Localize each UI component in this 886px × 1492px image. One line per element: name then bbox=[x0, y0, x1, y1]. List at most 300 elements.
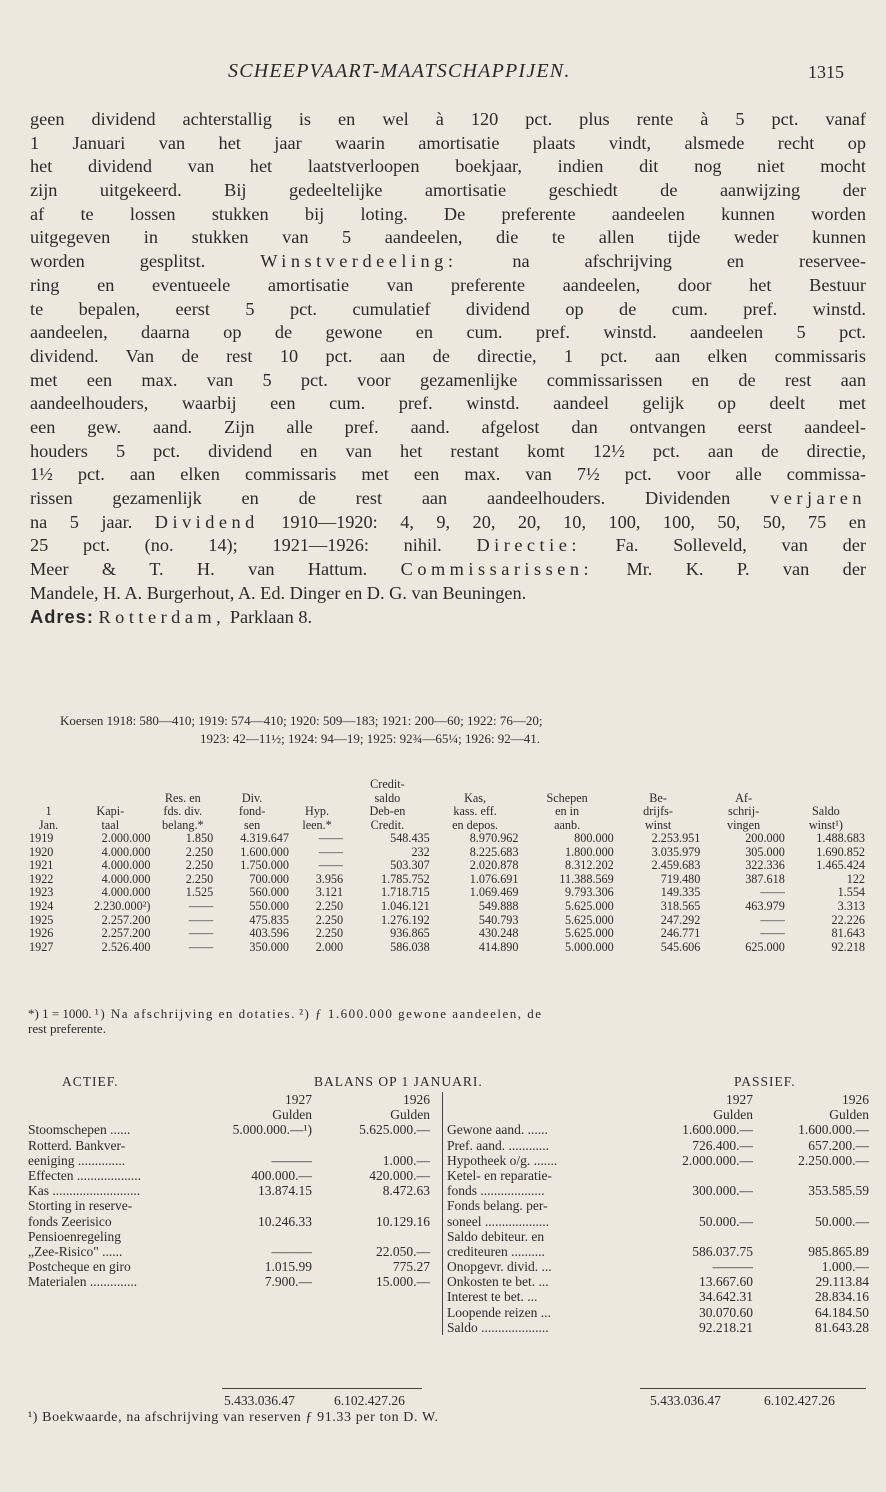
footnote-unit: *) 1 = 1000. bbox=[28, 1006, 92, 1021]
balance-item-value: 400.000.— bbox=[251, 1167, 312, 1183]
actief-column bbox=[28, 1092, 440, 1289]
table-cell: 5.625.000 bbox=[565, 926, 614, 941]
column-header bbox=[431, 778, 520, 792]
balance-row bbox=[28, 1244, 440, 1259]
table-cell: 318.565 bbox=[660, 898, 701, 913]
table-cell: 2.459.683 bbox=[651, 858, 701, 873]
table-cell: 800.000 bbox=[574, 831, 614, 845]
text-line: Mandele, H. A. Burgerhout, A. Ed. Dinger en D. G. van Beuningen. bbox=[30, 582, 527, 603]
table-cell: 5.625.000 bbox=[565, 898, 614, 913]
column-header bbox=[69, 792, 151, 806]
table-cell: —— bbox=[318, 858, 344, 873]
balance-item-value: 5.000.000.—¹) bbox=[232, 1122, 312, 1138]
column-header: Credit- bbox=[370, 777, 405, 791]
balance-item-value: 64.184.50 bbox=[815, 1304, 869, 1320]
table-cell: 2.253.951 bbox=[651, 831, 701, 845]
text-line: houders 5 pct. dividend en van het restant komt 12½ pct. aan de directie, bbox=[30, 440, 866, 461]
table-cell: —— bbox=[318, 831, 344, 845]
column-header bbox=[290, 778, 344, 792]
table-cell: —— bbox=[188, 912, 214, 927]
column-header bbox=[519, 778, 614, 792]
table-cell: 2.250 bbox=[315, 926, 344, 941]
balance-item-label: eeniging .............. bbox=[28, 1152, 126, 1168]
year-1926: 1926 bbox=[403, 1092, 430, 1107]
table-cell: 414.890 bbox=[478, 939, 519, 954]
balance-item-label: Pref. aand. ............ bbox=[447, 1137, 549, 1153]
table-cell: 1.488.683 bbox=[816, 831, 865, 845]
footnote-1: ¹) Na afschrijving en dotaties. bbox=[94, 1006, 296, 1021]
balance-item-label: soneel ................... bbox=[447, 1213, 549, 1229]
table-cell: 549.888 bbox=[478, 898, 519, 913]
balance-item-label: Onopgevr. divid. ... bbox=[447, 1259, 552, 1275]
table-cell: 1.850 bbox=[185, 831, 214, 845]
unit-header bbox=[447, 1107, 871, 1122]
balance-item-label: Stoomschepen ...... bbox=[28, 1122, 131, 1138]
unit-label: Gulden bbox=[272, 1107, 312, 1123]
balance-row bbox=[447, 1229, 871, 1244]
table-cell: 2.020.878 bbox=[469, 858, 519, 873]
text-segment: 25 pct. (no. 14); 1921—1926: nihil. bbox=[30, 535, 442, 556]
passief-rows bbox=[447, 1122, 871, 1335]
table-cell: 8.312.202 bbox=[565, 858, 614, 873]
balance-item-value: 34.642.31 bbox=[699, 1289, 753, 1305]
balance-row bbox=[447, 1122, 871, 1137]
balance-item-value: 29.113.84 bbox=[815, 1274, 869, 1290]
column-header: vingen bbox=[726, 817, 761, 832]
balance-item-value: 1.015.99 bbox=[264, 1259, 312, 1275]
balance-item-label: Kas .......................... bbox=[28, 1183, 141, 1199]
balance-item-value: ——— bbox=[712, 1259, 753, 1275]
column-header bbox=[701, 778, 785, 792]
running-head bbox=[0, 60, 886, 90]
balance-row bbox=[447, 1259, 871, 1274]
unit-label: Gulden bbox=[829, 1107, 869, 1123]
table-cell: 625.000 bbox=[745, 939, 785, 954]
text-line: een gew. aand. Zijn alle pref. aand. afgelost dan ontvangen eerst aandeel- bbox=[30, 416, 866, 437]
table-cell: 1.554 bbox=[837, 885, 865, 900]
balance-item-value: 2.250.000.— bbox=[798, 1152, 869, 1168]
balance-row bbox=[28, 1198, 440, 1213]
balance-item-value: 1.000.— bbox=[821, 1259, 869, 1275]
column-header: drijfs- bbox=[643, 804, 673, 818]
table-cell: 246.771 bbox=[660, 926, 701, 941]
table-row bbox=[28, 914, 866, 928]
column-header: fds. div. bbox=[163, 804, 203, 818]
table-cell: —— bbox=[760, 926, 785, 941]
balance-item-label: Postcheque en giro bbox=[28, 1259, 131, 1275]
balance-item-value: 1.600.000.— bbox=[682, 1122, 753, 1138]
column-header: aanb. bbox=[554, 817, 581, 832]
balance-item-value: 8.472.63 bbox=[382, 1183, 430, 1199]
balance-item-value: 586.037.75 bbox=[692, 1243, 753, 1259]
table-cell: 4.319.647 bbox=[240, 831, 289, 845]
table-cell: 586.038 bbox=[390, 939, 430, 954]
table-row bbox=[28, 900, 866, 914]
table-cell: 2.250 bbox=[185, 844, 214, 859]
balance-row bbox=[447, 1305, 871, 1320]
balance-item-value: 353.585.59 bbox=[808, 1183, 869, 1199]
table-cell: 8.970.962 bbox=[469, 831, 519, 845]
text-segment: Meer & T. H. van Hattum. bbox=[30, 559, 368, 580]
table-row bbox=[28, 873, 866, 887]
table-cell: 560.000 bbox=[249, 885, 289, 900]
balance-item-value: 985.865.89 bbox=[808, 1243, 869, 1259]
table-row bbox=[28, 846, 866, 860]
balance-item-value: 15.000.— bbox=[376, 1274, 430, 1290]
table-cell: 3.956 bbox=[315, 871, 344, 886]
balance-item-label: Rotterd. Bankver- bbox=[28, 1137, 126, 1153]
table-cell: —— bbox=[188, 939, 214, 954]
balance-row bbox=[447, 1168, 871, 1183]
text-line: aandeelhouders, waarbij een cum. pref. winstd. aandeel gelijk op deelt met bbox=[30, 393, 866, 414]
column-header: Af- bbox=[735, 790, 753, 805]
column-header: sen bbox=[243, 817, 261, 832]
page-title: SCHEEPVAART-MAATSCHAPPIJEN. bbox=[228, 60, 571, 82]
balance-item-value: 7.900.— bbox=[264, 1274, 312, 1290]
table-cell: 503.307 bbox=[390, 858, 430, 873]
actief-heading: ACTIEF. bbox=[62, 1074, 119, 1089]
table-cell: 149.335 bbox=[660, 885, 701, 900]
text-line: 1½ pct. aan elken commissaris met een max. van 7½ pct. voor alle commissa- bbox=[30, 464, 866, 485]
company-description bbox=[30, 108, 866, 629]
balance-item-value: 657.200.— bbox=[808, 1137, 869, 1153]
balance-item-value: ——— bbox=[271, 1243, 312, 1259]
balance-item-value: 300.000.— bbox=[692, 1183, 753, 1199]
commissarissen-label: Commissarissen: bbox=[400, 559, 594, 580]
total-actief-1927: 5.433.036.47 bbox=[224, 1393, 295, 1408]
column-header: leen.* bbox=[302, 817, 332, 832]
table-footnotes bbox=[28, 1006, 866, 1036]
balance-item-label: Storting in reserve- bbox=[28, 1198, 133, 1214]
balance-item-value: 81.643.28 bbox=[815, 1319, 869, 1335]
balance-item-value: 420.000.— bbox=[369, 1167, 430, 1183]
balance-footnote: ¹) Boekwaarde, na afschrijving van reserven ƒ 91.33 per ton D. W. bbox=[28, 1410, 439, 1425]
balance-item-value: ——— bbox=[271, 1152, 312, 1168]
balance-item-value: 30.070.60 bbox=[699, 1304, 753, 1320]
balance-item-label: Onkosten te bet. ... bbox=[447, 1274, 549, 1290]
table-cell: 1919 bbox=[29, 831, 54, 845]
table-cell: 545.606 bbox=[660, 939, 701, 954]
column-header bbox=[290, 792, 344, 806]
column-header bbox=[615, 778, 702, 792]
text-segment: worden gesplitst. bbox=[30, 251, 206, 272]
total-passief-1926: 6.102.427.26 bbox=[764, 1393, 835, 1408]
text-line: zijn uitgekeerd. Bij gedeeltelijke amortisatie geschiedt de aanwijzing der bbox=[30, 180, 866, 201]
table-cell: 1926 bbox=[29, 926, 54, 941]
table-cell: 232 bbox=[411, 844, 430, 859]
text-segment: na afschrijving en reservee- bbox=[512, 251, 866, 272]
page-number: 1315 bbox=[808, 62, 844, 82]
table-cell: 3.313 bbox=[837, 898, 865, 913]
unit-label: Gulden bbox=[713, 1107, 753, 1123]
balance-row bbox=[28, 1214, 440, 1229]
table-header-row bbox=[28, 778, 866, 792]
table-cell: 3.035.979 bbox=[651, 844, 701, 859]
table-cell: 1.600.000 bbox=[240, 844, 289, 859]
table-cell: 936.865 bbox=[390, 926, 430, 941]
column-header: Be- bbox=[649, 790, 667, 805]
column-header: Hyp. bbox=[305, 804, 330, 818]
column-header: Kas, bbox=[464, 790, 487, 805]
table-cell: 5.625.000 bbox=[565, 912, 614, 927]
table-cell: 1.525 bbox=[185, 885, 214, 900]
balance-item-label: Materialen .............. bbox=[28, 1274, 138, 1290]
table-header-row bbox=[28, 792, 866, 806]
total-rule bbox=[640, 1388, 866, 1389]
year-1926: 1926 bbox=[842, 1092, 869, 1107]
table-cell: 81.643 bbox=[831, 926, 865, 941]
total-actief-1926: 6.102.427.26 bbox=[334, 1393, 405, 1408]
table-row bbox=[28, 832, 866, 846]
balance-row bbox=[28, 1153, 440, 1168]
balance-sheet bbox=[28, 1074, 869, 1392]
column-header: Credit. bbox=[370, 817, 405, 832]
balance-item-value: 10.246.33 bbox=[258, 1213, 312, 1229]
text-line: geen dividend achterstallig is en wel à 120 pct. plus rente à 5 pct. vanaf bbox=[30, 109, 866, 129]
table-cell: 4.000.000 bbox=[101, 844, 151, 859]
table-cell: 2.250 bbox=[185, 871, 214, 886]
unit-header bbox=[28, 1107, 440, 1122]
balance-item-label: Hypotheek o/g. ....... bbox=[447, 1152, 558, 1168]
balance-row bbox=[447, 1274, 871, 1289]
table-cell: 2.526.400 bbox=[101, 939, 151, 954]
table-cell: 8.225.683 bbox=[469, 844, 519, 859]
column-header: Div. bbox=[241, 790, 263, 805]
balance-row bbox=[28, 1168, 440, 1183]
text-segment: Mr. K. P. van der bbox=[626, 559, 867, 580]
balance-row bbox=[447, 1198, 871, 1213]
table-cell: 1927 bbox=[29, 939, 54, 954]
table-cell: —— bbox=[318, 844, 344, 859]
column-header bbox=[786, 792, 866, 806]
text-line bbox=[30, 534, 866, 558]
text-line bbox=[30, 511, 866, 535]
column-header bbox=[69, 778, 151, 792]
table-cell: 350.000 bbox=[249, 939, 289, 954]
table-cell: 719.480 bbox=[660, 871, 701, 886]
column-header: fond- bbox=[238, 804, 266, 818]
balance-item-value: 5.625.000.— bbox=[359, 1122, 430, 1138]
table-cell: 548.435 bbox=[390, 831, 430, 845]
table-row bbox=[28, 859, 866, 873]
address-line bbox=[30, 605, 866, 629]
year-header bbox=[28, 1092, 440, 1107]
table-cell: 1920 bbox=[29, 844, 54, 859]
column-header: saldo bbox=[374, 790, 401, 805]
winstverdeeling-label: Winstverdeeling: bbox=[260, 251, 458, 272]
text-line bbox=[30, 558, 866, 582]
table-cell: 1.276.192 bbox=[380, 912, 430, 927]
column-header: kass. eff. bbox=[453, 804, 497, 818]
balance-item-value: 13.874.15 bbox=[258, 1183, 312, 1199]
balance-row bbox=[447, 1244, 871, 1259]
table-cell: 2.250 bbox=[315, 898, 344, 913]
unit-label: Gulden bbox=[390, 1107, 430, 1123]
table-cell: 475.835 bbox=[249, 912, 289, 927]
balance-item-value: 726.400.— bbox=[692, 1137, 753, 1153]
table-cell: 463.979 bbox=[745, 898, 785, 913]
column-header: taal bbox=[101, 817, 120, 832]
column-header: winst bbox=[644, 817, 672, 832]
table-cell: 2.257.200 bbox=[101, 926, 151, 941]
column-header: Res. en bbox=[164, 790, 201, 805]
address-label: Adres: bbox=[30, 606, 94, 628]
table-cell: 2.257.200 bbox=[101, 912, 151, 927]
total-passief-1927: 5.433.036.47 bbox=[650, 1393, 721, 1408]
balance-item-value: 2.000.000.— bbox=[682, 1152, 753, 1168]
address-street: Parklaan 8. bbox=[229, 607, 313, 628]
table-cell: 322.336 bbox=[745, 858, 785, 873]
footnote-line bbox=[28, 1006, 866, 1021]
balance-item-label: Effecten ................... bbox=[28, 1167, 141, 1183]
table-cell: 1922 bbox=[29, 871, 54, 886]
text-line: dividend. Van de rest 10 pct. aan de directie, 1 pct. aan elken commissaris bbox=[30, 345, 866, 366]
text-line: het dividend van het laatstverloopen boekjaar, indien dit nog niet mocht bbox=[30, 156, 866, 177]
table-cell: 1.785.752 bbox=[380, 871, 430, 886]
balance-row bbox=[28, 1274, 440, 1289]
table-cell: 403.596 bbox=[249, 926, 289, 941]
table-cell: 1.465.424 bbox=[816, 858, 865, 873]
table-cell: 387.618 bbox=[745, 871, 785, 886]
table-cell: 1923 bbox=[29, 885, 54, 900]
table-row bbox=[28, 941, 866, 955]
balance-columns bbox=[28, 1092, 869, 1392]
table-header bbox=[28, 778, 866, 832]
column-header bbox=[28, 778, 69, 792]
balance-row bbox=[447, 1153, 871, 1168]
total-rule bbox=[222, 1388, 422, 1389]
table-cell: 200.000 bbox=[745, 831, 785, 845]
koersen-line: 1923: 42—11½; 1924: 94—19; 1925: 92¾—65¼; 1926: 92—41. bbox=[200, 731, 541, 746]
balance-title: BALANS OP 1 JANUARI. bbox=[314, 1074, 483, 1089]
table-cell: 122 bbox=[846, 871, 865, 886]
koersen-line: Koersen 1918: 580—410; 1919: 574—410; 1920: 509—183; 1921: 200—60; 1922: 76—20; bbox=[60, 713, 543, 728]
balance-item-value: 1.000.— bbox=[382, 1152, 430, 1168]
table-header-row bbox=[28, 805, 866, 819]
table-cell: 2.000.000 bbox=[101, 831, 151, 845]
table-cell: 1924 bbox=[29, 898, 54, 913]
balance-item-value: 50.000.— bbox=[815, 1213, 869, 1229]
table-cell: 1.069.469 bbox=[469, 885, 519, 900]
balance-item-label: Interest te bet. ... bbox=[447, 1289, 538, 1305]
column-header: Jan. bbox=[38, 817, 59, 832]
balance-item-value: 13.667.60 bbox=[699, 1274, 753, 1290]
column-header bbox=[151, 778, 214, 792]
table-cell: —— bbox=[760, 885, 785, 900]
column-header: Saldo bbox=[812, 804, 840, 818]
text-line bbox=[30, 487, 866, 511]
column-header: schrij- bbox=[728, 804, 760, 818]
table-row bbox=[28, 886, 866, 900]
directie-label: Directie: bbox=[476, 535, 581, 556]
balance-item-value: 50.000.— bbox=[699, 1213, 753, 1229]
financial-history-table bbox=[28, 778, 866, 954]
column-header: winst¹) bbox=[808, 817, 843, 832]
balance-item-label: Saldo .................... bbox=[447, 1319, 549, 1335]
balance-row bbox=[28, 1122, 440, 1137]
table-header-row bbox=[28, 819, 866, 833]
column-header: en depos. bbox=[452, 817, 499, 832]
table-cell: 2.250 bbox=[315, 912, 344, 927]
table-cell: 1.076.691 bbox=[469, 871, 519, 886]
verjaren-label: verjaren bbox=[770, 488, 867, 508]
text-segment: rissen gezamenlijk en de rest aan aandeelhouders. Dividenden bbox=[30, 488, 731, 508]
year-header bbox=[447, 1092, 871, 1107]
table-cell: 3.121 bbox=[315, 885, 344, 900]
text-segment: Fa. Solleveld, van der bbox=[615, 535, 866, 556]
table-cell: 1.750.000 bbox=[240, 858, 289, 873]
table-cell: 5.000.000 bbox=[565, 939, 614, 954]
balance-row bbox=[28, 1259, 440, 1274]
table-cell: 4.000.000 bbox=[101, 858, 151, 873]
balance-item-value: 28.834.16 bbox=[815, 1289, 869, 1305]
balance-item-value: 1.600.000.— bbox=[798, 1122, 869, 1138]
footnote-line: rest preferente. bbox=[28, 1021, 106, 1036]
column-header: Deb-en bbox=[369, 804, 406, 818]
table-cell: 540.793 bbox=[478, 912, 519, 927]
text-line: af te lossen stukken bij loting. De preferente aandeelen kunnen worden bbox=[30, 203, 866, 224]
passief-column bbox=[442, 1092, 871, 1335]
table-cell: —— bbox=[188, 926, 214, 941]
passief-heading: PASSIEF. bbox=[734, 1074, 796, 1089]
column-header: Kapi- bbox=[96, 804, 125, 818]
balance-row bbox=[28, 1229, 440, 1244]
balance-row bbox=[28, 1183, 440, 1198]
balance-item-label: Loopende reizen ... bbox=[447, 1304, 551, 1320]
table-cell: 1.718.715 bbox=[380, 885, 430, 900]
table-cell: 1921 bbox=[29, 858, 54, 873]
column-header bbox=[214, 778, 290, 792]
balance-item-label: „Zee-Risico" ...... bbox=[28, 1243, 123, 1259]
table-cell: 2.230.000²) bbox=[93, 898, 151, 913]
table-cell: 1.046.121 bbox=[380, 898, 430, 913]
table-cell: 2.250 bbox=[185, 858, 214, 873]
table-cell: 4.000.000 bbox=[101, 885, 151, 900]
text-line: 1 Januari van het jaar waarin amortisatie plaats vindt, alsmede recht op bbox=[30, 132, 866, 153]
dividend-label: Dividend bbox=[154, 511, 259, 532]
share-price-history bbox=[30, 712, 866, 748]
table-cell: 430.248 bbox=[478, 926, 519, 941]
table-body bbox=[28, 832, 866, 954]
text-line: uitgegeven in stukken van 5 aandeelen, die te allen tijde weder kunnen bbox=[30, 227, 866, 248]
table-cell: 2.000 bbox=[315, 939, 344, 954]
balance-item-label: Gewone aand. ...... bbox=[447, 1122, 548, 1138]
balance-item-label: Ketel- en reparatie- bbox=[447, 1167, 552, 1183]
balance-item-label: Saldo debiteur. en bbox=[447, 1228, 545, 1244]
table-cell: —— bbox=[188, 898, 214, 913]
balance-row bbox=[447, 1138, 871, 1153]
balance-row bbox=[447, 1183, 871, 1198]
balance-row bbox=[447, 1320, 871, 1335]
text-line: met een max. van 5 pct. voor gezamenlijke commissarissen en de rest aan bbox=[30, 369, 866, 390]
text-segment: 1910—1920: 4, 9, 20, 20, 10, 100, 100, 50, 50, 75 en bbox=[281, 511, 866, 532]
text-line: aandeelen, daarna op de gewone en cum. pref. winstd. aandeelen 5 pct. bbox=[30, 322, 866, 343]
table-cell: 1.800.000 bbox=[565, 844, 614, 859]
table-row bbox=[28, 927, 866, 941]
balance-item-label: fonds Zeerisico bbox=[28, 1213, 112, 1229]
balance-item-label: fonds ................... bbox=[447, 1183, 545, 1199]
column-header bbox=[28, 792, 69, 806]
footnote-2: ²) ƒ 1.600.000 gewone aandeelen, de bbox=[299, 1006, 543, 1021]
text-line bbox=[30, 250, 866, 274]
balance-row bbox=[447, 1289, 871, 1304]
table-cell: 9.793.306 bbox=[565, 885, 614, 900]
balance-item-value: 775.27 bbox=[392, 1259, 430, 1275]
table-cell: 700.000 bbox=[249, 871, 289, 886]
table-cell: 11.388.569 bbox=[559, 871, 614, 886]
text-line: ring en eventueele amortisatie van preferente aandeelen, door het Bestuur bbox=[30, 274, 866, 295]
balance-row bbox=[28, 1138, 440, 1153]
